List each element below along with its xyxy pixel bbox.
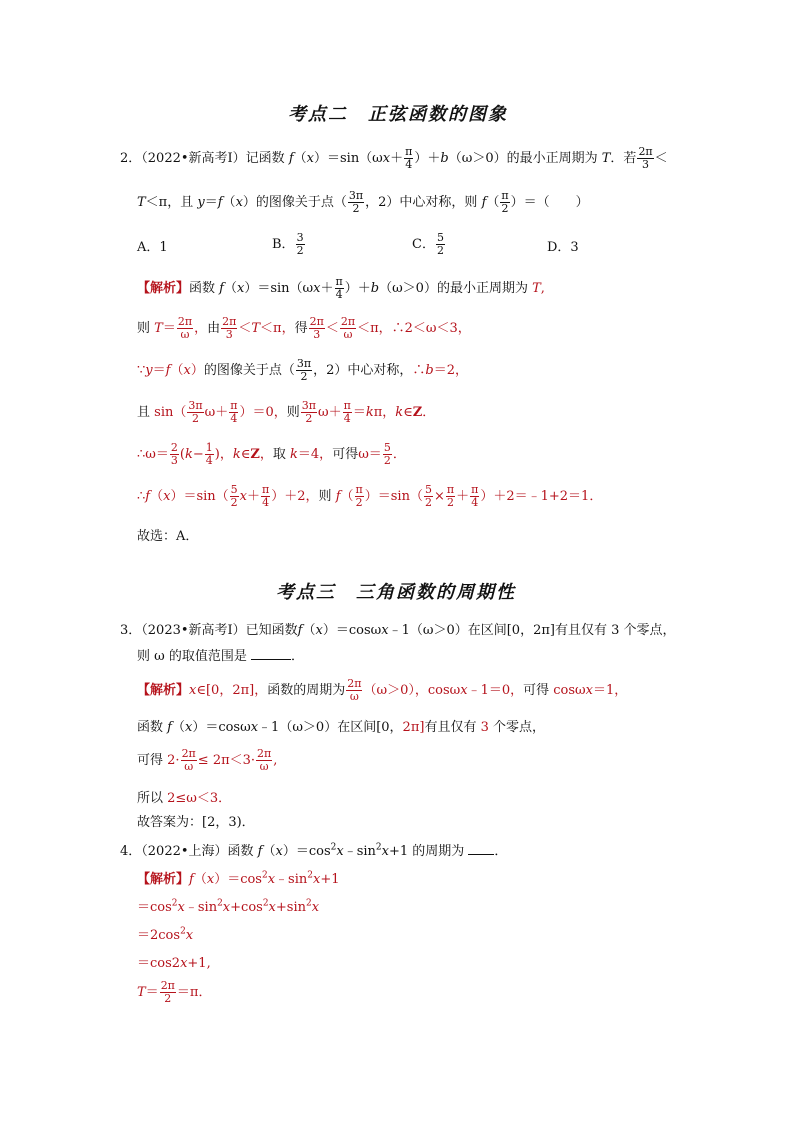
section-title-2: 考点二 正弦函数的图象 — [288, 104, 508, 125]
q2-solution-line-4: 且 sin（ $\frac{3\pi}{2}$ ω＋ $\frac{\pi}{4}$ ）＝0，则 $\frac{3\pi}{2}$ ω＋ $\frac{\pi}{4}$ ＝kπ，k∈Z． — [137, 399, 436, 425]
question-3-line-1: 3．（2023•新高考Ⅰ）已知函数f（x）＝cosωx﹣1（ω＞0）在区间[0，2π]有且仅有 3 个零点， — [120, 623, 676, 638]
question-2-line-2: T＜π，且 y＝f（x）的图像关于点（ $\frac{3\pi}{2}$ ，2）中心对称，则 f（ $\frac{\pi}{2}$ ）＝（ ） — [137, 189, 589, 215]
answer-blank — [251, 649, 291, 660]
q4-solution-line-2: $=\cos^2x﹣\sin^2x+\cos^2x+\sin^2x$ — [137, 898, 320, 915]
q4-solution-line-5: T＝ $\frac{2\pi}{2}$ ＝π． — [137, 979, 212, 1005]
question-2-line-1: 2．（2022•新高考Ⅰ）记函数 f（x）＝sin（ωx＋ $\frac{\pi}{4}$ ）＋b（ω＞0）的最小正周期为 T．若 $\frac{2\pi}{3}$ ＜ — [120, 145, 668, 171]
q4-solution-line-3: $=2\cos^2x$ — [137, 926, 194, 943]
q3-solution-line-3: 可得 2· $\frac{2\pi}{\omega}$ ≤ 2π＜3· $\frac{2\pi}{\omega}$ , — [137, 747, 278, 773]
q4-solution-line-1: 【解析】$f(x)=\cos^2x﹣\sin^2x+1$ — [137, 870, 340, 887]
option-d: D．3 — [547, 240, 579, 255]
q4-solution-line-4: ＝cos2x+1, — [137, 956, 211, 971]
q3-solution-line-2: 函数 f（x）＝cosωx﹣1（ω＞0）在区间[0，2π]有且仅有 3 个零点， — [137, 720, 546, 735]
question-4-source: 4．（2022•上海）函数 — [120, 844, 254, 859]
q2-solution-line-3: ∵y＝f（x）的图像关于点（ $\frac{3\pi}{2}$ ，2）中心对称，∴b＝2， — [137, 357, 468, 383]
q3-solution-line-4: 所以 2≤ω＜3． — [137, 791, 232, 806]
q2-answer: 故选：A． — [137, 529, 199, 544]
section-title-3: 考点三 三角函数的周期性 — [276, 582, 516, 603]
option-b: B． $\frac{3}{2}$ — [272, 231, 304, 257]
question-3-source: 3．（2023•新高考Ⅰ）已知函数 — [120, 623, 298, 638]
q2-solution-line-2: 则 T＝ $\frac{2\pi}{\omega}$ ，由 $\frac{2\pi}{3}$ ＜T＜π，得 $\frac{2\pi}{3}$ ＜ $\frac{2\pi}{\omega}$ ＜π，∴2＜ω＜3， — [137, 315, 471, 341]
question-4-line-1: 4．（2022•上海）函数 $f(x)=\cos^2x﹣\sin^2x+1$ 的周期为 ． — [120, 842, 508, 859]
option-a: A．1 — [137, 240, 168, 255]
q3-solution-line-1: 【解析】x∈[0，2π]，函数的周期为 $\frac{2\pi}{\omega}$ （ω＞0），cosωx﹣1＝0，可得 cosωx＝1， — [137, 677, 628, 703]
option-c: C． $\frac{5}{2}$ — [412, 231, 444, 257]
q2-solution-line-6: ∴f（x）＝sin（ $\frac{5}{2}$ x＋ $\frac{\pi}{4}$ ）＋2，则 f（ $\frac{\pi}{2}$ ）＝sin（ $\frac{5}{2}$ × $\frac{\pi}{2}$ ＋ $\frac{\pi}{4}$ ）＋2＝﹣1+2＝1． — [137, 483, 603, 509]
q3-answer: 故答案为：[2，3)． — [137, 815, 255, 830]
question-3-line-2: 则 ω 的取值范围是 ． — [137, 649, 305, 664]
q2-solution-line-1: 【解析】函数 f（x）＝sin（ωx＋ $\frac{\pi}{4}$ ）＋b（ω＞0）的最小正周期为 T, — [137, 275, 545, 301]
question-2-source: 2．（2022•新高考Ⅰ）记函数 — [120, 151, 285, 166]
solution-tag: 【解析】 — [137, 281, 190, 296]
q2-solution-line-5: ∴ω＝ $\frac{2}{3}$ (k− $\frac{1}{4}$ )，k∈Z，取 k＝4，可得ω＝ $\frac{5}{2}$ ． — [137, 441, 406, 467]
answer-blank — [468, 844, 494, 855]
